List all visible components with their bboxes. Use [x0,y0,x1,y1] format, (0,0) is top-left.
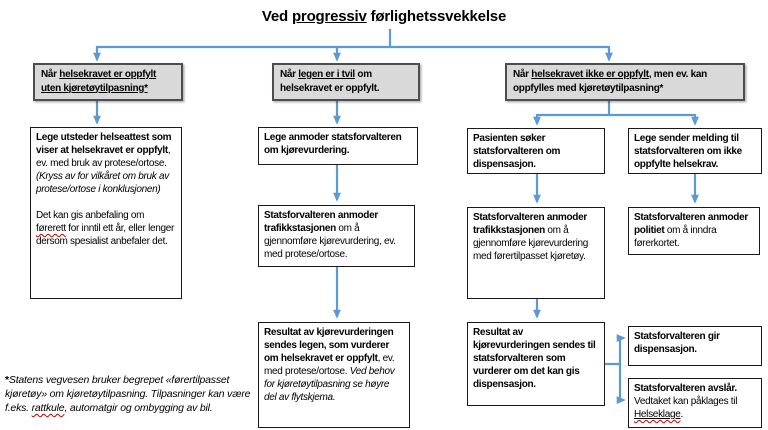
box-avslar [628,378,762,428]
top-box-legen-i-tvil [272,63,420,101]
regular-text: om å gjennomføre kjørevurdering, ev. med protese/ortose. [264,223,396,260]
bold-text: Statsforvalteren avslår. [634,383,737,394]
condition-text: Når [41,69,60,80]
box-lege-utsteder-helseattest [30,127,182,299]
regular-text: Vedtaket kan påklages til [634,396,738,407]
regular-text: om å gjennomføre kjørevurdering med førertilpasset kjøretøy. [473,225,589,262]
bold-text: Statsforvalteren gir dispensasjon. [634,331,720,355]
regular-text: om å inndra førerkortet. [634,225,717,249]
italic-text: Ved behov for kjøretøytilpasning se høyre del av flytskjema. [264,366,395,403]
title-text: førlighetssvekkelse [366,8,507,25]
box-resultat-sendes-legen [258,322,410,428]
regular-text: . [680,409,683,420]
condition-text: om helsekravet er oppfylt. [280,69,380,94]
top-box-oppfylt-uten-tilpasning [33,63,183,101]
regular-text: for inntil ett år, eller lenger dersom spesialist anbefaler det. [36,223,175,247]
box-lege-anmoder-kjorevurdering [258,127,418,165]
title-underlined-word: progressiv [291,8,367,25]
condition-underlined: legen er i tvil [298,69,355,80]
italic-note [36,170,176,196]
italic-text: (Kryss av for vilkåret om bruk av protese/ortose i konklusjonen) [36,171,169,195]
footnote-text: Statens vegvesen bruker begrepet «førertilpasset kjøretøy» om kjøretøytilpasning. Tilpasninger kan være f.eks. [5,374,251,414]
box-gir-dispensasjon [628,326,762,366]
title-text: Ved [261,8,292,25]
condition-text: , men ev. kan oppfylles med kjøretøytilpasning* [513,69,707,94]
box-statsforvalter-anmoder-trafikkstasjon [258,205,415,267]
box-resultat-sendes-statsforvalteren [467,322,605,406]
top-box-ikke-oppfylt [505,63,745,101]
bold-text: Statsforvalteren anmoder trafikkstasjonen [264,210,378,234]
box-statsforvalter-anmoder-politiet [628,207,760,255]
bold-text: Pasienten søker statsforvalteren om dispensasjon. [473,133,561,170]
bold-text: Statsforvalteren anmoder trafikkstasjonen [473,212,587,236]
regular-text: Det kan gis anbefaling om [36,210,145,221]
condition-text: Når [280,69,299,80]
blank-line [36,196,176,209]
helseklage-link[interactable] [634,409,683,420]
paragraph [36,209,176,248]
box-pasienten-soker-dispensasjon [467,128,605,174]
regular-text: , ev. med protese/ortose. [264,353,395,377]
spellcheck-word: førerett [36,223,66,234]
spellcheck-word: rattkule [31,402,65,414]
footnote [5,373,265,415]
bold-text: Resultat av kjørevurderingen sendes legen, som vurderer om helsekravet er oppfylt [264,327,394,364]
box-statsforvalter-anmoder-trafikkstasjon-tilpasset [467,207,605,299]
paragraph [36,131,176,170]
condition-underlined: helsekravet er oppfylt uten kjøretøytilpasning* [41,69,157,94]
condition-text: Når [513,69,532,80]
bold-text: Statsforvalteren anmoder politiet [634,212,748,236]
footnote-text: , automatgir og ombygging av bil. [64,402,213,414]
bold-text: Lege anmoder statsforvalteren om kjørevurdering. [264,132,402,156]
regular-text: , ev. med bruk av protese/ortose. [36,145,171,169]
bold-text: Resultat av kjørevurderingen sendes til statsforvalteren som vurderer om det kan gis dispensasjon. [473,327,596,390]
box-lege-sender-melding [628,128,762,174]
condition-underlined: helsekravet ikke er oppfylt [531,69,649,80]
bold-text: Lege utsteder helseattest som viser at helsekravet er oppfylt [36,132,172,156]
helseklage-link-text: Helseklage [634,409,681,420]
bold-text: Lege sender melding til statsforvalteren om ikke oppfylte helsekrav. [634,133,742,170]
footnote-asterisk: * [5,374,9,386]
